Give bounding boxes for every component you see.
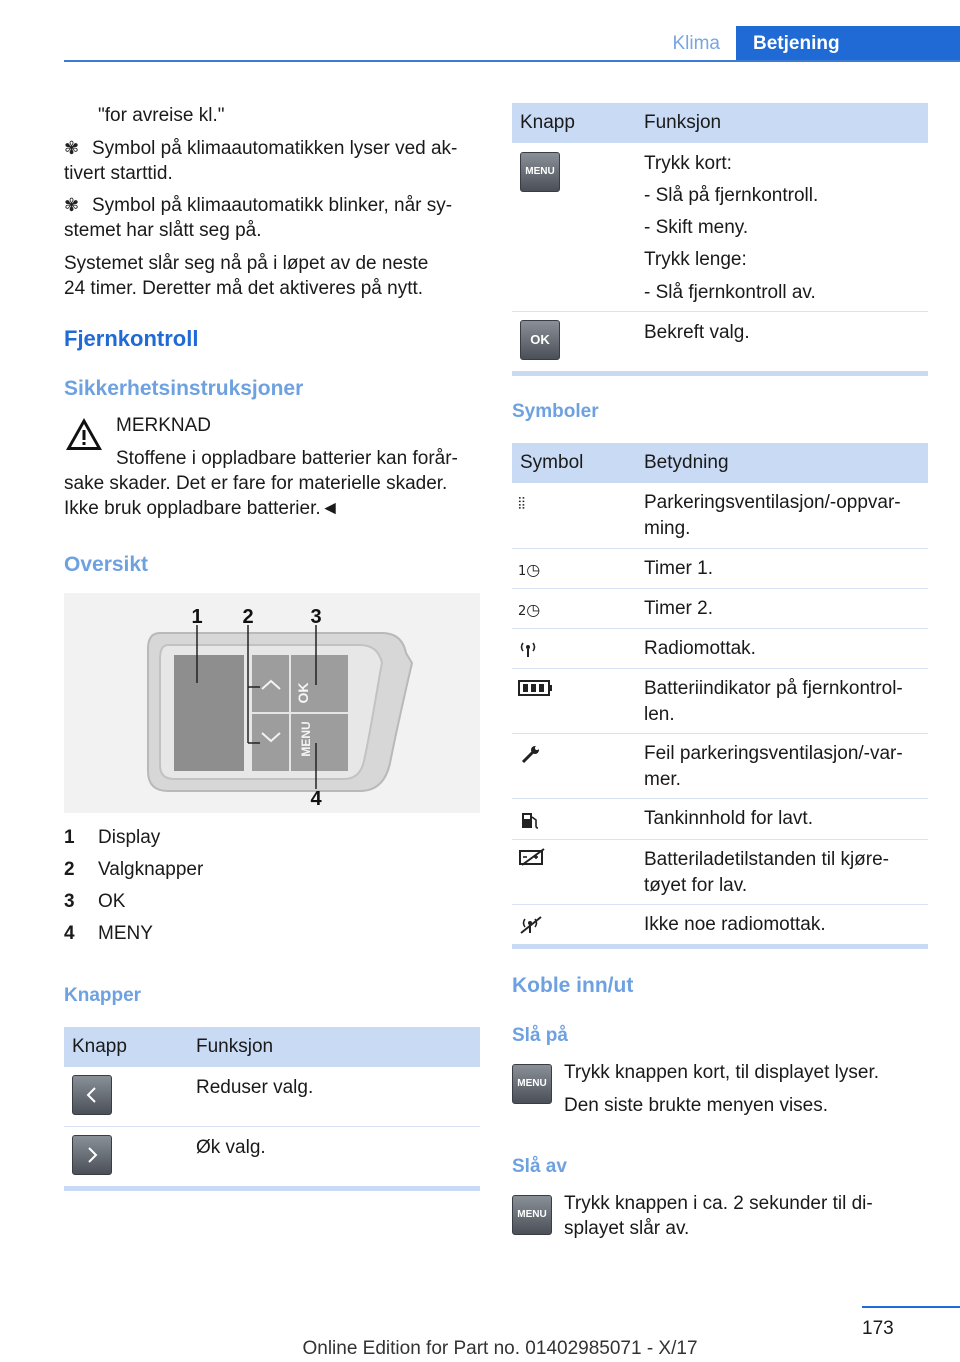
figure-label-1: 1 [191,606,203,628]
table-header [64,1027,480,1067]
symbol-meaning: Tankinnhold for lavt. [644,808,813,829]
warning-text-a: Stoffene i oppladbare batterier kan forår- [116,448,458,469]
heading-slaa-av: Slå av [512,1156,567,1177]
menu-line: - Slå fjernkontroll av. [644,282,816,303]
timer-1-icon: 1◷ [518,560,541,579]
chevron-left-icon [72,1075,112,1115]
table-end-bar [512,944,928,949]
menu-line: Trykk kort: [644,153,732,174]
timer-number: 1 [518,564,527,579]
menu-line: - Slå på fjernkontroll. [644,185,819,206]
menu-key-icon: MENU [520,152,560,192]
climate-fan-icon: ✾ [64,195,80,216]
symbol-meaning: len. [644,704,675,725]
table-end-bar [64,1186,480,1191]
header-chapter-tab[interactable]: Betjening [736,26,960,62]
col-knapp: Knapp [72,1036,127,1057]
row-divider [512,548,928,549]
menu-line: Trykk lenge: [644,249,747,270]
climate-fan-icon: ✾ [64,138,80,159]
symbol-meaning: tøyet for lav. [644,875,748,896]
ok-key-icon: OK [520,320,560,360]
on-instruction: Trykk knappen kort, til displayet lyser. [564,1062,880,1083]
paragraph-symbol-lights-b: tivert starttid. [64,163,173,184]
legend-num: 2 [64,859,75,880]
heading-fjernkontroll: Fjernkontroll [64,326,199,351]
warning-triangle-icon [64,414,104,454]
remote-illustration [64,593,480,813]
warning-text-c: Ikke bruk oppladbare batterier.◄ [64,498,340,519]
timer-2-icon: 2◷ [518,600,541,619]
heading-symboler: Symboler [512,401,599,422]
legend-num: 1 [64,827,75,848]
heading-koble: Koble inn/ut [512,974,634,997]
col-knapp: Knapp [520,112,575,133]
figure-label-3: 3 [310,606,322,628]
row-divider [512,668,928,669]
legend-text: OK [98,891,126,912]
row-divider [512,311,928,312]
paragraph-symbol-blinks-b: stemet har slått seg på. [64,220,262,241]
parking-ventilation-icon: ⦙⦙ [518,494,526,513]
battery-indicator-icon [518,680,554,696]
symbol-meaning: Timer 2. [644,598,713,619]
symbol-meaning: Parkeringsventilasjon/-oppvar- [644,492,901,513]
header-rule [64,60,960,62]
ok-text: Bekreft valg. [644,322,750,343]
remote-menu-label: MENU [299,721,313,757]
warning-text-b: sake skader. Det er fare for materielle skader. [64,473,448,494]
legend-num: 4 [64,923,75,944]
row-divider [512,839,928,840]
heading-oversikt: Oversikt [64,553,149,576]
on-note: Den siste brukte menyen vises. [564,1095,829,1116]
symbol-meaning: Ikke noe radiomottak. [644,914,826,935]
symbol-meaning: Batteriladetilstanden til kjøre- [644,849,889,870]
legend-text: Valgknapper [98,859,204,880]
col-betydning: Betydning [644,452,729,473]
row-divider [512,628,928,629]
chevron-right-icon [72,1135,112,1175]
footer-rule [862,1306,960,1308]
row-divider [512,588,928,589]
table-end-bar [512,371,928,376]
col-symbol: Symbol [520,452,584,473]
remote-ok-label: OK [295,682,311,704]
table-header [512,103,928,143]
heading-knapper: Knapper [64,985,142,1006]
symbol-meaning: Batteriindikator på fjernkontrol- [644,678,903,699]
table-cell-increase: Øk valg. [196,1137,266,1158]
no-radio-reception-icon [518,915,544,935]
paragraph-system-b: 24 timer. Deretter må det aktiveres på nytt. [64,278,424,299]
menu-key-icon: MENU [512,1195,552,1235]
paragraph-symbol-lights-a: Symbol på klimaautomatikken lyser ved ak- [92,138,458,159]
symbol-meaning: Feil parkeringsventilasjon/-var- [644,743,903,764]
paragraph-symbol-blinks-a: Symbol på klimaautomatikk blinker, når sy- [92,195,453,216]
quoted-line: "for avreise kl." [98,105,225,126]
symbol-meaning: Timer 1. [644,558,713,579]
legend-num: 3 [64,891,75,912]
legend-text: Display [98,827,161,848]
page-number: 173 [862,1318,894,1339]
off-instruction-a: Trykk knappen i ca. 2 sekunder til di- [564,1193,873,1214]
figure-label-2: 2 [242,606,254,628]
off-instruction-b: splayet slår av. [564,1218,690,1239]
remote-key-drawing [64,593,480,813]
symbol-meaning: mer. [644,769,681,790]
row-divider [64,1126,480,1127]
heading-slaa-paa: Slå på [512,1025,568,1046]
fuel-pump-icon [520,810,540,830]
heading-sikkerhet: Sikkerhetsinstruksjoner [64,377,304,400]
legend-text: MENY [98,923,153,944]
table-header [512,443,928,483]
warning-label: MERKNAD [116,415,212,436]
table-cell-reduce: Reduser valg. [196,1077,314,1098]
row-divider [512,733,928,734]
row-divider [512,904,928,905]
timer-number: 2 [518,604,527,619]
header-section-tab[interactable]: Klima [672,33,720,54]
footer-edition: Online Edition for Part no. 01402985071 - X/17 [302,1338,698,1359]
col-funksjon: Funksjon [644,112,722,133]
col-funksjon: Funksjon [196,1036,274,1057]
symbol-meaning: ming. [644,518,691,539]
menu-key-icon: MENU [512,1064,552,1104]
radio-reception-icon [518,640,538,658]
vehicle-battery-low-icon [518,848,546,866]
row-divider [512,798,928,799]
figure-label-4: 4 [310,788,322,810]
menu-line: - Skift meny. [644,217,749,238]
wrench-icon [520,745,540,765]
symbol-meaning: Radiomottak. [644,638,756,659]
paragraph-system-a: Systemet slår seg nå på i løpet av de neste [64,253,429,274]
